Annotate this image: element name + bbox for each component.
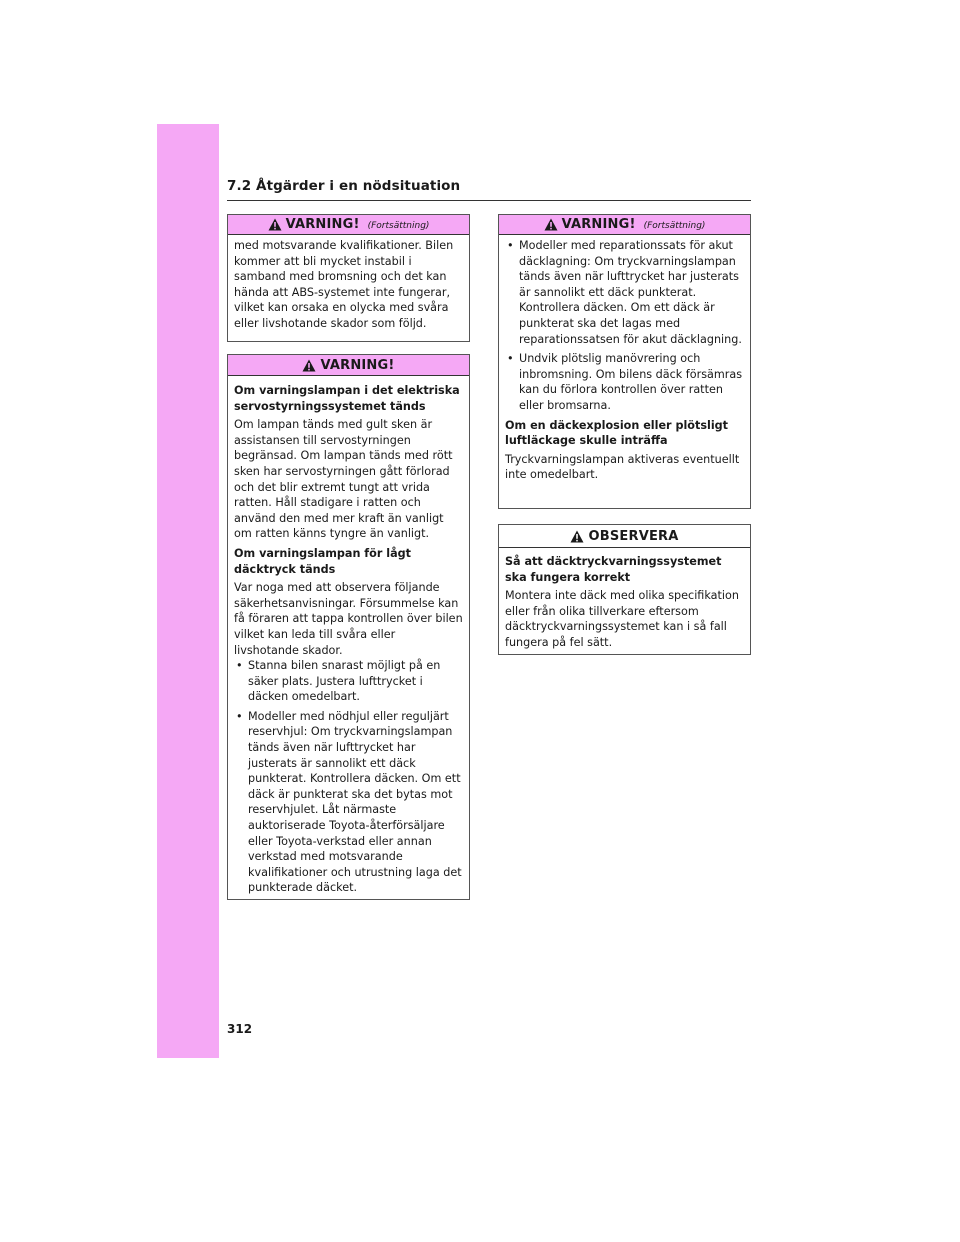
warning-box-power-steering bbox=[227, 354, 470, 900]
bullet-list bbox=[234, 658, 463, 896]
list-item: • Undvik plötslig manövrering och inbromsning. Om bilens däck försämras kan du förlora kontrollen över ratten eller bromsarna. bbox=[505, 351, 744, 413]
list-item: • Stanna bilen snarast möjligt på en säker plats. Justera lufttrycket i däcken omedelbart. bbox=[234, 658, 463, 705]
list-item: • Modeller med nödhjul eller reguljärt reservhjul: Om tryckvarningslampan tänds även när lufttrycket har justerats är sannolikt ett däck punkterat. Kontrollera däcken. Om ett däck är punkterat ska det bytas mot reservhjulet. Låt närmaste auktoriserade Toyota-återförsäljare eller Toyota-verkstad eller annan verkstad med motsvarande kvalifikationer och utrustning laga det punkterade däcket. bbox=[234, 709, 463, 896]
section-header bbox=[227, 178, 751, 201]
subheading-eps: Om varningslampan i det elektriska servostyrningssystemet tänds bbox=[234, 384, 460, 413]
notice-title: OBSERVERA bbox=[588, 528, 679, 544]
warning-box-continued-right bbox=[498, 214, 751, 509]
page-sidebar-tab bbox=[157, 124, 219, 1058]
notice-box bbox=[498, 524, 751, 655]
paragraph-eps: Om lampan tänds med gult sken är assistansen till servostyrningen begränsad. Om lampan tänds med rött sken har servostyrningen gått förlorad och det blir extremt tungt att vrida ratten. Håll stadigare i ratten och använd den med mer kraft än vanligt om ratten känns tyngre än vanligt. bbox=[234, 418, 453, 541]
page-number: 312 bbox=[227, 1022, 253, 1036]
warning-title: VARNING! bbox=[320, 357, 395, 373]
warning-triangle-icon bbox=[302, 359, 316, 372]
notice-triangle-icon bbox=[570, 530, 584, 543]
paragraph-blowout: Tryckvarningslampan aktiveras eventuellt inte omedelbart. bbox=[505, 452, 740, 482]
paragraph-notice: Montera inte däck med olika specifikation eller från olika tillverkare eftersom däcktryckvarningssystemet kan i så fall fungera på fel sätt. bbox=[505, 589, 739, 649]
warning-triangle-icon bbox=[544, 218, 558, 231]
continued-label: (Fortsättning) bbox=[643, 221, 706, 231]
subheading-tpws: Om varningslampan för lågt däcktryck tänds bbox=[234, 546, 412, 576]
paragraph-tpws: Var noga med att observera följande säkerhetsanvisningar. Försummelse kan få föraren att tappa kontrollen över bilen vilket kan leda till svåra eller livshotande skador. bbox=[234, 581, 463, 657]
warning-text: med motsvarande kvalifikationer. Bilen kommer att bli mycket instabil i samband med bromsning och det kan hända att ABS-systemet inte fungerar, vilket kan orsaka en olycka med svåra eller livshotande skador som följd. bbox=[234, 239, 454, 330]
warning-triangle-icon bbox=[268, 218, 282, 231]
section-title: 7.2 Åtgärder i en nödsituation bbox=[227, 178, 461, 194]
warning-header bbox=[228, 355, 469, 376]
notice-header bbox=[499, 525, 750, 548]
warning-header bbox=[499, 215, 750, 235]
warning-header bbox=[228, 215, 469, 235]
warning-title: VARNING! bbox=[561, 217, 636, 232]
continued-label: (Fortsättning) bbox=[367, 221, 430, 231]
warning-box-continued bbox=[227, 214, 470, 342]
warning-title: VARNING! bbox=[285, 217, 360, 232]
subheading-notice: Så att däcktryckvarningssystemet ska fungera korrekt bbox=[505, 555, 722, 584]
list-item: • Modeller med reparationssats för akut däcklagning: Om tryckvarningslampan tänds även när lufttrycket har justerats är sannolikt ett däck punkterat. Kontrollera däcken. Om ett däck är punkterat ska det lagas med reparationssatsen för akut däcklagning. bbox=[505, 238, 744, 347]
bullet-list bbox=[505, 238, 744, 414]
subheading-blowout: Om en däckexplosion eller plötsligt luftläckage skulle inträffa bbox=[505, 418, 729, 448]
